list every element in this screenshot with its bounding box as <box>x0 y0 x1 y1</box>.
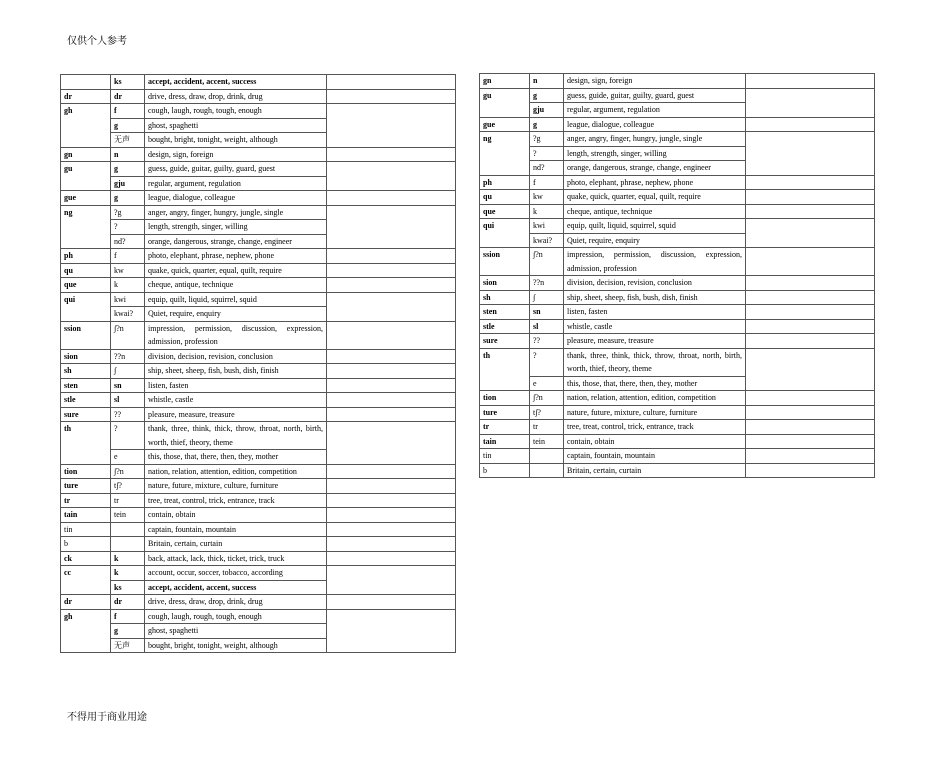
table-row <box>61 537 456 552</box>
table-row <box>61 191 456 206</box>
sound-cell: ∫?n <box>530 391 564 406</box>
sound-cell: t∫? <box>111 479 145 494</box>
example-cell: orange, dangerous, strange, change, engineer <box>564 161 746 176</box>
example-cell: division, decision, revision, conclusion <box>564 276 746 291</box>
letter-cell: ture <box>480 405 530 420</box>
sound-cell: ∫ <box>530 290 564 305</box>
example-cell: account, occur, soccer, tobacco, according <box>145 566 327 581</box>
example-cell: tree, treat, control, trick, entrance, track <box>145 493 327 508</box>
table-row <box>480 405 875 420</box>
sound-cell: ? <box>530 146 564 161</box>
letter-cell: dr <box>61 89 111 104</box>
table-row <box>61 278 456 293</box>
table-row <box>61 162 456 177</box>
table-row <box>61 321 456 349</box>
blank-cell <box>746 449 875 464</box>
example-cell: regular, argument, regulation <box>145 176 327 191</box>
sound-cell: ∫?n <box>111 321 145 349</box>
table-row <box>61 407 456 422</box>
letter-cell: ssion <box>61 321 111 349</box>
letter-cell: tain <box>480 434 530 449</box>
letter-cell: que <box>61 278 111 293</box>
example-cell: captain, fountain, mountain <box>564 449 746 464</box>
table-row <box>61 263 456 278</box>
example-cell: whistle, castle <box>145 393 327 408</box>
sound-cell: nd? <box>111 234 145 249</box>
example-cell: quake, quick, quarter, equal, quilt, require <box>145 263 327 278</box>
letter-cell: gue <box>61 191 111 206</box>
example-cell: orange, dangerous, strange, change, engineer <box>145 234 327 249</box>
blank-cell <box>327 278 456 293</box>
sound-cell: kwi <box>111 292 145 307</box>
letter-cell: tin <box>480 449 530 464</box>
table-row <box>480 334 875 349</box>
table-row <box>480 420 875 435</box>
example-cell: quake, quick, quarter, equal, quilt, require <box>564 190 746 205</box>
example-cell: nation, relation, attention, edition, competition <box>564 391 746 406</box>
letter-cell: qui <box>480 219 530 248</box>
example-cell: pleasure, measure, treasure <box>145 407 327 422</box>
example-cell: pleasure, measure, treasure <box>564 334 746 349</box>
example-cell: nature, future, mixture, culture, furniture <box>145 479 327 494</box>
sound-cell: 无声 <box>111 133 145 148</box>
table-row <box>480 175 875 190</box>
example-cell: whistle, castle <box>564 319 746 334</box>
phonics-table-right <box>479 73 875 478</box>
blank-cell <box>327 493 456 508</box>
blank-cell <box>746 405 875 420</box>
letter-cell: sure <box>61 407 111 422</box>
letter-cell: gh <box>61 104 111 148</box>
table-row <box>61 89 456 104</box>
table-row <box>61 75 456 90</box>
letter-cell: ture <box>61 479 111 494</box>
letter-cell: gn <box>61 147 111 162</box>
example-cell: Britain, certain, curtain <box>145 537 327 552</box>
sound-cell: ??n <box>111 349 145 364</box>
letter-cell: sten <box>61 378 111 393</box>
sound-cell <box>111 537 145 552</box>
table-row <box>480 219 875 234</box>
letter-cell: tr <box>61 493 111 508</box>
sound-cell: ∫ <box>111 364 145 379</box>
blank-cell <box>746 248 875 276</box>
example-cell: design, sign, foreign <box>564 74 746 89</box>
letter-cell: sten <box>480 305 530 320</box>
sound-cell: k <box>111 551 145 566</box>
table-row <box>61 378 456 393</box>
example-cell: league, dialogue, colleague <box>145 191 327 206</box>
table-row <box>61 349 456 364</box>
letter-cell: stle <box>61 393 111 408</box>
sound-cell: k <box>111 278 145 293</box>
blank-cell <box>746 219 875 248</box>
sound-cell: ∫?n <box>111 464 145 479</box>
table-row <box>480 463 875 478</box>
sound-cell: ? <box>111 220 145 235</box>
blank-cell <box>327 104 456 148</box>
sound-cell: e <box>530 376 564 391</box>
table-row <box>480 434 875 449</box>
sound-cell: 无声 <box>111 638 145 653</box>
table-row <box>480 305 875 320</box>
sound-cell: sn <box>530 305 564 320</box>
example-cell: drive, dress, draw, drop, drink, drug <box>145 89 327 104</box>
letter-cell: que <box>480 204 530 219</box>
sound-cell: g <box>111 191 145 206</box>
example-cell: league, dialogue, colleague <box>564 117 746 132</box>
table-row <box>61 104 456 119</box>
sound-cell: kwai? <box>111 307 145 322</box>
blank-cell <box>327 349 456 364</box>
letter-cell: sh <box>61 364 111 379</box>
letter-cell: ssion <box>480 248 530 276</box>
sound-cell: ks <box>111 75 145 90</box>
sound-cell: g <box>111 118 145 133</box>
blank-cell <box>327 364 456 379</box>
letter-cell: ng <box>480 132 530 176</box>
blank-cell <box>746 463 875 478</box>
letter-cell: sion <box>480 276 530 291</box>
table-row <box>61 147 456 162</box>
example-cell: this, those, that, there, then, they, mother <box>145 450 327 465</box>
table-row <box>61 551 456 566</box>
table-row <box>61 566 456 581</box>
example-cell: thank, three, think, thick, throw, throat, north, birth, worth, thief, theory, theme <box>145 422 327 450</box>
letter-cell: cc <box>61 566 111 595</box>
example-cell: thank, three, think, thick, throw, throat, north, birth, worth, thief, theory, theme <box>564 348 746 376</box>
sound-cell: f <box>111 609 145 624</box>
letter-cell: sure <box>480 334 530 349</box>
sound-cell: ? <box>530 348 564 376</box>
letter-cell: tr <box>480 420 530 435</box>
blank-cell <box>746 348 875 391</box>
letter-cell: tion <box>480 391 530 406</box>
example-cell: impression, permission, discussion, expression, admission, profession <box>145 321 327 349</box>
blank-cell <box>746 434 875 449</box>
sound-cell <box>530 463 564 478</box>
blank-cell <box>327 263 456 278</box>
letter-cell: qu <box>61 263 111 278</box>
example-cell: listen, fasten <box>564 305 746 320</box>
blank-cell <box>327 566 456 595</box>
blank-cell <box>327 422 456 465</box>
sound-cell: kwai? <box>530 233 564 248</box>
blank-cell <box>327 191 456 206</box>
blank-cell <box>327 595 456 610</box>
example-cell: ship, sheet, sheep, fish, bush, dish, finish <box>145 364 327 379</box>
sound-cell: ks <box>111 580 145 595</box>
table-row <box>61 464 456 479</box>
sound-cell: tein <box>530 434 564 449</box>
table-row <box>480 248 875 276</box>
letter-cell: dr <box>61 595 111 610</box>
sound-cell: gju <box>111 176 145 191</box>
table-row <box>480 319 875 334</box>
letter-cell: gue <box>480 117 530 132</box>
blank-cell <box>746 290 875 305</box>
example-cell: nature, future, mixture, culture, furniture <box>564 405 746 420</box>
table-row <box>61 422 456 450</box>
blank-cell <box>746 117 875 132</box>
example-cell: Quiet, require, enquiry <box>564 233 746 248</box>
example-cell: guess, guide, guitar, guilty, guard, guest <box>145 162 327 177</box>
sound-cell: ?g <box>530 132 564 147</box>
sound-cell: ∫?n <box>530 248 564 276</box>
example-cell: photo, elephant, phrase, nephew, phone <box>145 249 327 264</box>
example-cell: equip, quilt, liquid, squirrel, squid <box>564 219 746 234</box>
table-row <box>480 276 875 291</box>
blank-cell <box>746 334 875 349</box>
blank-cell <box>327 75 456 90</box>
example-cell: tree, treat, control, trick, entrance, track <box>564 420 746 435</box>
letter-cell: tin <box>61 522 111 537</box>
letter-cell: ph <box>480 175 530 190</box>
blank-cell <box>746 276 875 291</box>
blank-cell <box>746 190 875 205</box>
letter-cell: b <box>480 463 530 478</box>
blank-cell <box>746 88 875 117</box>
blank-cell <box>746 204 875 219</box>
blank-cell <box>327 522 456 537</box>
sound-cell: gju <box>530 103 564 118</box>
table-row <box>480 348 875 376</box>
example-cell: back, attack, lack, thick, ticket, trick, truck <box>145 551 327 566</box>
sound-cell: ? <box>111 422 145 450</box>
sound-cell: sl <box>530 319 564 334</box>
example-cell: ship, sheet, sheep, fish, bush, dish, finish <box>564 290 746 305</box>
header-note: 仅供个人参考 <box>67 36 127 47</box>
sound-cell: sl <box>111 393 145 408</box>
blank-cell <box>746 319 875 334</box>
example-cell: length, strength, singer, willing <box>145 220 327 235</box>
sound-cell: kw <box>111 263 145 278</box>
table-row <box>480 391 875 406</box>
letter-cell: gu <box>480 88 530 117</box>
letter-cell: th <box>480 348 530 391</box>
blank-cell <box>327 162 456 191</box>
letter-cell: tion <box>61 464 111 479</box>
blank-cell <box>327 249 456 264</box>
sound-cell: tein <box>111 508 145 523</box>
blank-cell <box>327 321 456 349</box>
sound-cell: kw <box>530 190 564 205</box>
example-cell: photo, elephant, phrase, nephew, phone <box>564 175 746 190</box>
sound-cell: tr <box>111 493 145 508</box>
sound-cell <box>111 522 145 537</box>
table-row <box>480 88 875 103</box>
letter-cell: qui <box>61 292 111 321</box>
footer-note: 不得用于商业用途 <box>67 712 147 723</box>
letter-cell: ph <box>61 249 111 264</box>
sound-cell: g <box>111 624 145 639</box>
letter-cell: tain <box>61 508 111 523</box>
blank-cell <box>746 74 875 89</box>
letter-cell: th <box>61 422 111 465</box>
sound-cell: dr <box>111 89 145 104</box>
blank-cell <box>327 537 456 552</box>
example-cell: bought, bright, tonight, weight, although <box>145 133 327 148</box>
table-row <box>480 117 875 132</box>
blank-cell <box>746 132 875 176</box>
phonics-table-left <box>60 74 456 653</box>
table-row <box>61 364 456 379</box>
sound-cell: ?g <box>111 205 145 220</box>
sound-cell: n <box>530 74 564 89</box>
table-row <box>61 595 456 610</box>
letter-cell <box>61 75 111 90</box>
blank-cell <box>746 420 875 435</box>
letter-cell: sion <box>61 349 111 364</box>
example-cell: accept, accident, accent, success <box>145 75 327 90</box>
letter-cell: b <box>61 537 111 552</box>
example-cell: anger, angry, finger, hungry, jungle, single <box>145 205 327 220</box>
example-cell: contain, obtain <box>145 508 327 523</box>
table-row <box>61 249 456 264</box>
table-row <box>61 205 456 220</box>
example-cell: accept, accident, accent, success <box>145 580 327 595</box>
sound-cell: e <box>111 450 145 465</box>
blank-cell <box>327 464 456 479</box>
example-cell: regular, argument, regulation <box>564 103 746 118</box>
table-row <box>480 190 875 205</box>
letter-cell: ng <box>61 205 111 249</box>
letter-cell: ck <box>61 551 111 566</box>
sound-cell: g <box>530 117 564 132</box>
sound-cell: kwi <box>530 219 564 234</box>
letter-cell: gn <box>480 74 530 89</box>
table-row <box>480 290 875 305</box>
example-cell: Britain, certain, curtain <box>564 463 746 478</box>
example-cell: ghost, spaghetti <box>145 118 327 133</box>
example-cell: guess, guide, guitar, guilty, guard, guest <box>564 88 746 103</box>
example-cell: this, those, that, there, then, they, mother <box>564 376 746 391</box>
table-row <box>61 609 456 624</box>
blank-cell <box>327 407 456 422</box>
table-row <box>480 74 875 89</box>
letter-cell: gh <box>61 609 111 653</box>
table-row <box>61 292 456 307</box>
table-row <box>480 204 875 219</box>
blank-cell <box>746 305 875 320</box>
example-cell: impression, permission, discussion, expression, admission, profession <box>564 248 746 276</box>
table-row <box>61 508 456 523</box>
example-cell: bought, bright, tonight, weight, although <box>145 638 327 653</box>
blank-cell <box>327 609 456 653</box>
letter-cell: qu <box>480 190 530 205</box>
example-cell: nation, relation, attention, edition, competition <box>145 464 327 479</box>
sound-cell: g <box>530 88 564 103</box>
letter-cell: gu <box>61 162 111 191</box>
blank-cell <box>746 391 875 406</box>
example-cell: length, strength, singer, willing <box>564 146 746 161</box>
sound-cell: tr <box>530 420 564 435</box>
example-cell: drive, dress, draw, drop, drink, drug <box>145 595 327 610</box>
example-cell: captain, fountain, mountain <box>145 522 327 537</box>
blank-cell <box>327 89 456 104</box>
table-row <box>480 449 875 464</box>
example-cell: design, sign, foreign <box>145 147 327 162</box>
sound-cell: nd? <box>530 161 564 176</box>
table-row <box>61 479 456 494</box>
example-cell: ghost, spaghetti <box>145 624 327 639</box>
letter-cell: sh <box>480 290 530 305</box>
example-cell: cough, laugh, rough, tough, enough <box>145 104 327 119</box>
example-cell: anger, angry, finger, hungry, jungle, single <box>564 132 746 147</box>
example-cell: cheque, antique, technique <box>145 278 327 293</box>
table-row <box>61 522 456 537</box>
sound-cell: ?? <box>111 407 145 422</box>
blank-cell <box>327 378 456 393</box>
sound-cell: sn <box>111 378 145 393</box>
sound-cell: dr <box>111 595 145 610</box>
blank-cell <box>327 292 456 321</box>
letter-cell: stle <box>480 319 530 334</box>
sound-cell: k <box>111 566 145 581</box>
blank-cell <box>746 175 875 190</box>
example-cell: listen, fasten <box>145 378 327 393</box>
example-cell: equip, quilt, liquid, squirrel, squid <box>145 292 327 307</box>
table-row <box>61 493 456 508</box>
sound-cell: n <box>111 147 145 162</box>
sound-cell: t∫? <box>530 405 564 420</box>
blank-cell <box>327 147 456 162</box>
sound-cell: ??n <box>530 276 564 291</box>
sound-cell: g <box>111 162 145 177</box>
table-row <box>480 132 875 147</box>
sound-cell <box>530 449 564 464</box>
example-cell: Quiet, require, enquiry <box>145 307 327 322</box>
blank-cell <box>327 393 456 408</box>
sound-cell: k <box>530 204 564 219</box>
blank-cell <box>327 551 456 566</box>
sound-cell: f <box>111 249 145 264</box>
example-cell: cough, laugh, rough, tough, enough <box>145 609 327 624</box>
table-row <box>61 393 456 408</box>
example-cell: contain, obtain <box>564 434 746 449</box>
sound-cell: f <box>530 175 564 190</box>
example-cell: division, decision, revision, conclusion <box>145 349 327 364</box>
blank-cell <box>327 205 456 249</box>
blank-cell <box>327 479 456 494</box>
sound-cell: ?? <box>530 334 564 349</box>
example-cell: cheque, antique, technique <box>564 204 746 219</box>
sound-cell: f <box>111 104 145 119</box>
blank-cell <box>327 508 456 523</box>
